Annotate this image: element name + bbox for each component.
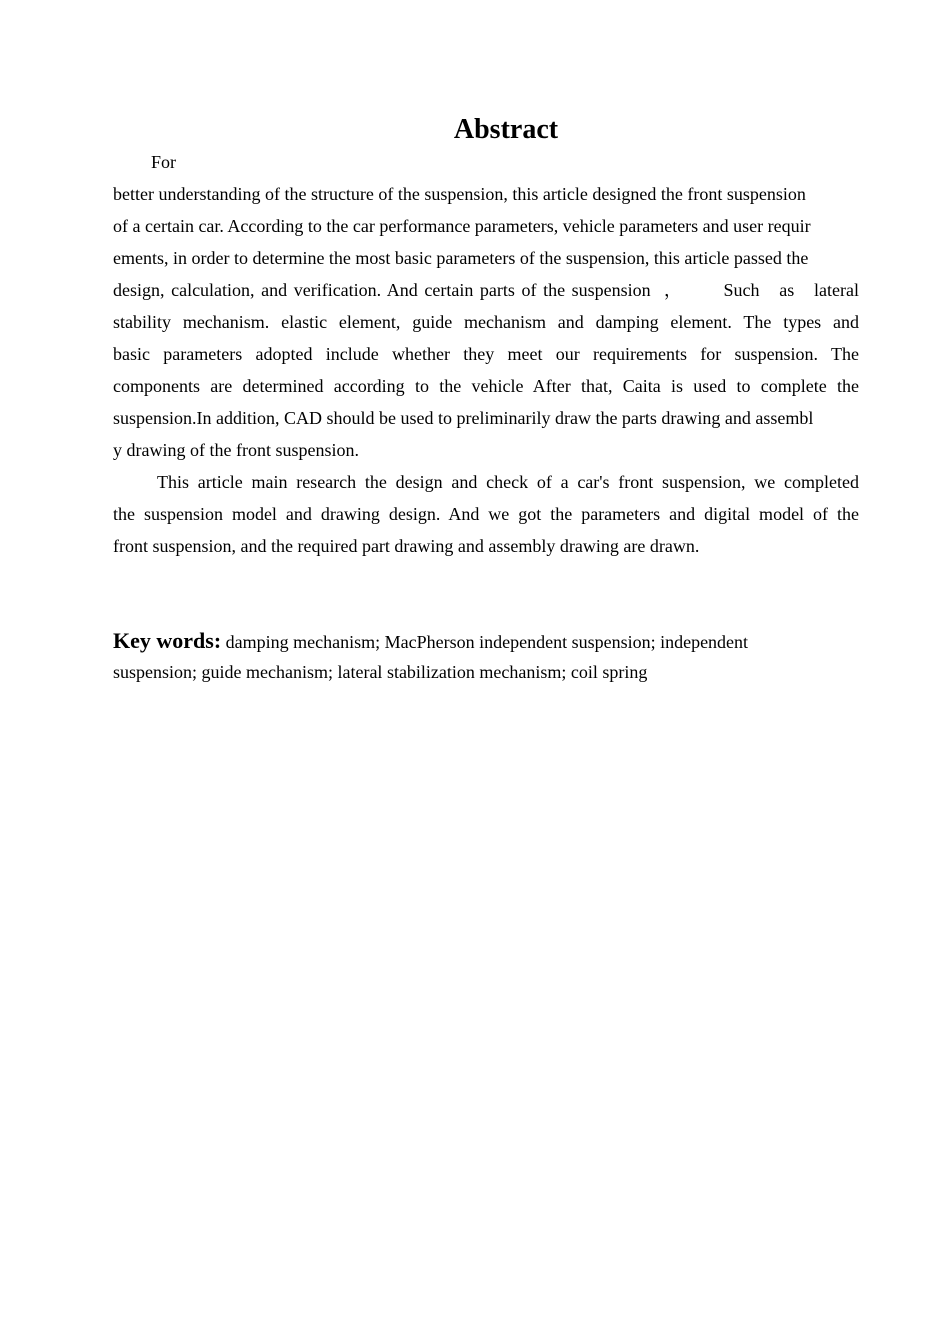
paragraph-line: For	[151, 152, 177, 172]
paragraph-line: suspension.In addition, CAD should be used to preliminarily draw the parts drawing and assembl	[113, 408, 814, 428]
paragraph-line: better understanding of the structure of the suspension, this article designed the front suspension	[113, 184, 806, 204]
keywords-line	[113, 627, 859, 656]
keywords-label: Key words:	[113, 628, 222, 653]
paragraph-line: components are determined according to the vehicle After that, Caita is used to complete the	[113, 376, 859, 396]
paragraph-line: This article main research the design and check of a car's front suspension, we completed	[157, 472, 859, 492]
keywords-text: damping mechanism; MacPherson independent suspension; independent	[225, 632, 749, 652]
paragraph-line: design, calculation, and verification. And certain parts of the suspension ， Such as lateral	[113, 280, 859, 300]
paragraph-line: basic parameters adopted include whether they meet our requirements for suspension. The	[113, 344, 859, 364]
keywords-line: suspension; guide mechanism; lateral stabilization mechanism; coil spring	[113, 662, 648, 682]
paragraph-line: y drawing of the front suspension.	[113, 440, 359, 460]
paragraph-line: front suspension, and the required part drawing and assembly drawing are drawn.	[113, 536, 700, 556]
paragraph-line: of a certain car. According to the car performance parameters, vehicle parameters and user requir	[113, 216, 811, 236]
abstract-title: Abstract	[453, 114, 559, 145]
paragraph-line: the suspension model and drawing design. And we got the parameters and digital model of the	[113, 504, 859, 524]
paragraph-line: ements, in order to determine the most basic parameters of the suspension, this article passed the	[113, 248, 809, 268]
paragraph-line: stability mechanism. elastic element, guide mechanism and damping element. The types and	[113, 312, 859, 332]
